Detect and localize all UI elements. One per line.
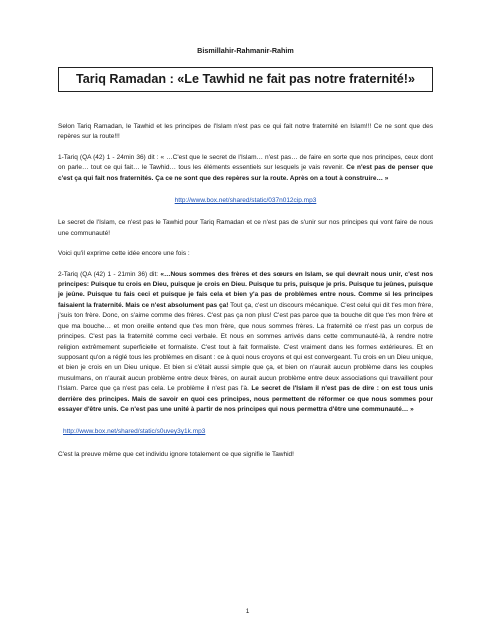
secret-paragraph: Le secret de l'Islam, ce n'est pas le Tawhid pour Tariq Ramadan et ce n'est pas de s'unir sur nos principes qui vont faire de nous une communauté!	[58, 219, 433, 237]
audio-link-1[interactable]: http://www.box.net/shared/static/037n012cip.mp3	[174, 197, 317, 205]
quote-2-text: Tout ça, c'est un discours mécanique. C'est celui qui dit t'es mon frère, j'suis ton frère. Donc, on s'aime comme des frères. C'est pas ça non plus! C'est pas parce que ta bouche dit que t'es mon frère et que ma bouche… et mon oreille entend que t'es mon frère, que nous sommes frères. La fraternité ce n'est pas un corpus de principes. C'est pas la fraternité comme ceci verbale. Et nous en sommes arrivés dans cette communauté-là, à rendre notre religion extrêmement superficielle et formaliste. C'est tout à fait formaliste. C'est vraiment dans les formes extérieures. Et en supposant qu'on a réglé tous les problèmes en disant : ce à quoi nous croyons et qui est convergeant. Tu crois en un Dieu unique, et bien je crois en un Dieu unique. Et bien si c'était aussi simple que ça, et bien on n'aurait aucun problème dans les couples musulmans, on n'aurait aucun problème entre deux frères, on aurait aucun problème entre deux associations qui travaillent pour l'Islam. Parce que ça n'est pas cela. Le problème il n'est pas l'à.	[58, 301, 433, 393]
document-title: Tariq Ramadan : «Le Tawhid ne fait pas notre fraternité!»	[58, 67, 433, 92]
voici-paragraph: Voici qu'il exprime cette idée encore une fois :	[58, 250, 190, 258]
document-body	[58, 122, 433, 460]
quote-1-bold: Ce n'est pas de penser que c'est ça qui fait nos fraternités. Ça ce ne sont que des repères sur la route. Après on a tout à construire… »	[58, 164, 433, 182]
quote-2-bold-a: «…Nous sommes des frères et des sœurs en Islam, se qui devrait nous unir, c'est nos principes: Puisque tu crois en Dieu, puisque je crois en Dieu. Puisque tu pris, puisque je pris. Puisque tu jeûnes, puisque je jeûne. Puisque tu fais ceci et puisque je fais cela et bien y'a pas de problèmes entre nous. Comme si les principes faisaient la fraternité. Mais ce n'est absolument pas ça!	[58, 270, 434, 309]
quote-2-intro: 2-Tariq (QA (42) 1 - 21min 36) dit:	[58, 270, 161, 278]
audio-link-2[interactable]: http://www.box.net/shared/static/s0uvey3y1k.mp3	[63, 428, 206, 436]
closing-paragraph: C'est la preuve même que cet individu ignore totalement ce que signifie le Tawhid!	[58, 450, 294, 458]
quote-1-paragraph	[58, 153, 433, 184]
quote-2-paragraph	[58, 270, 433, 416]
quote-2-bold-b: Le secret de l'Islam il n'est pas de dire : on est tous unis derrière des principes. Mais de savoir en quoi ces principes, nous permettent de réformer ce que nous sommes pour essayer d'être unis. Ce n'est pas une unité à partir de nos principes qui nous permettra d'être une communauté… »	[58, 385, 433, 413]
page-number: 1	[245, 608, 250, 615]
intro-paragraph: Selon Tariq Ramadan, le Tawhid et les principes de l'Islam n'est pas ce qui fait notre fraternité en Islam!!! Ce ne sont que des repères sur la route!!!	[58, 123, 433, 141]
quote-1-text: 1-Tariq (QA (42) 1 - 24min 36) dit : « …C'est que le secret de l'Islam… n'est pas… de faire en sorte que nos principes, ceux dont on parle… tout ce qui fait… le Tawhid… tous les éléments essentiels sur lesquels je vais revenir.	[58, 153, 433, 172]
bismillah-heading: Bismillahir-Rahmanir-Rahim	[197, 46, 294, 55]
